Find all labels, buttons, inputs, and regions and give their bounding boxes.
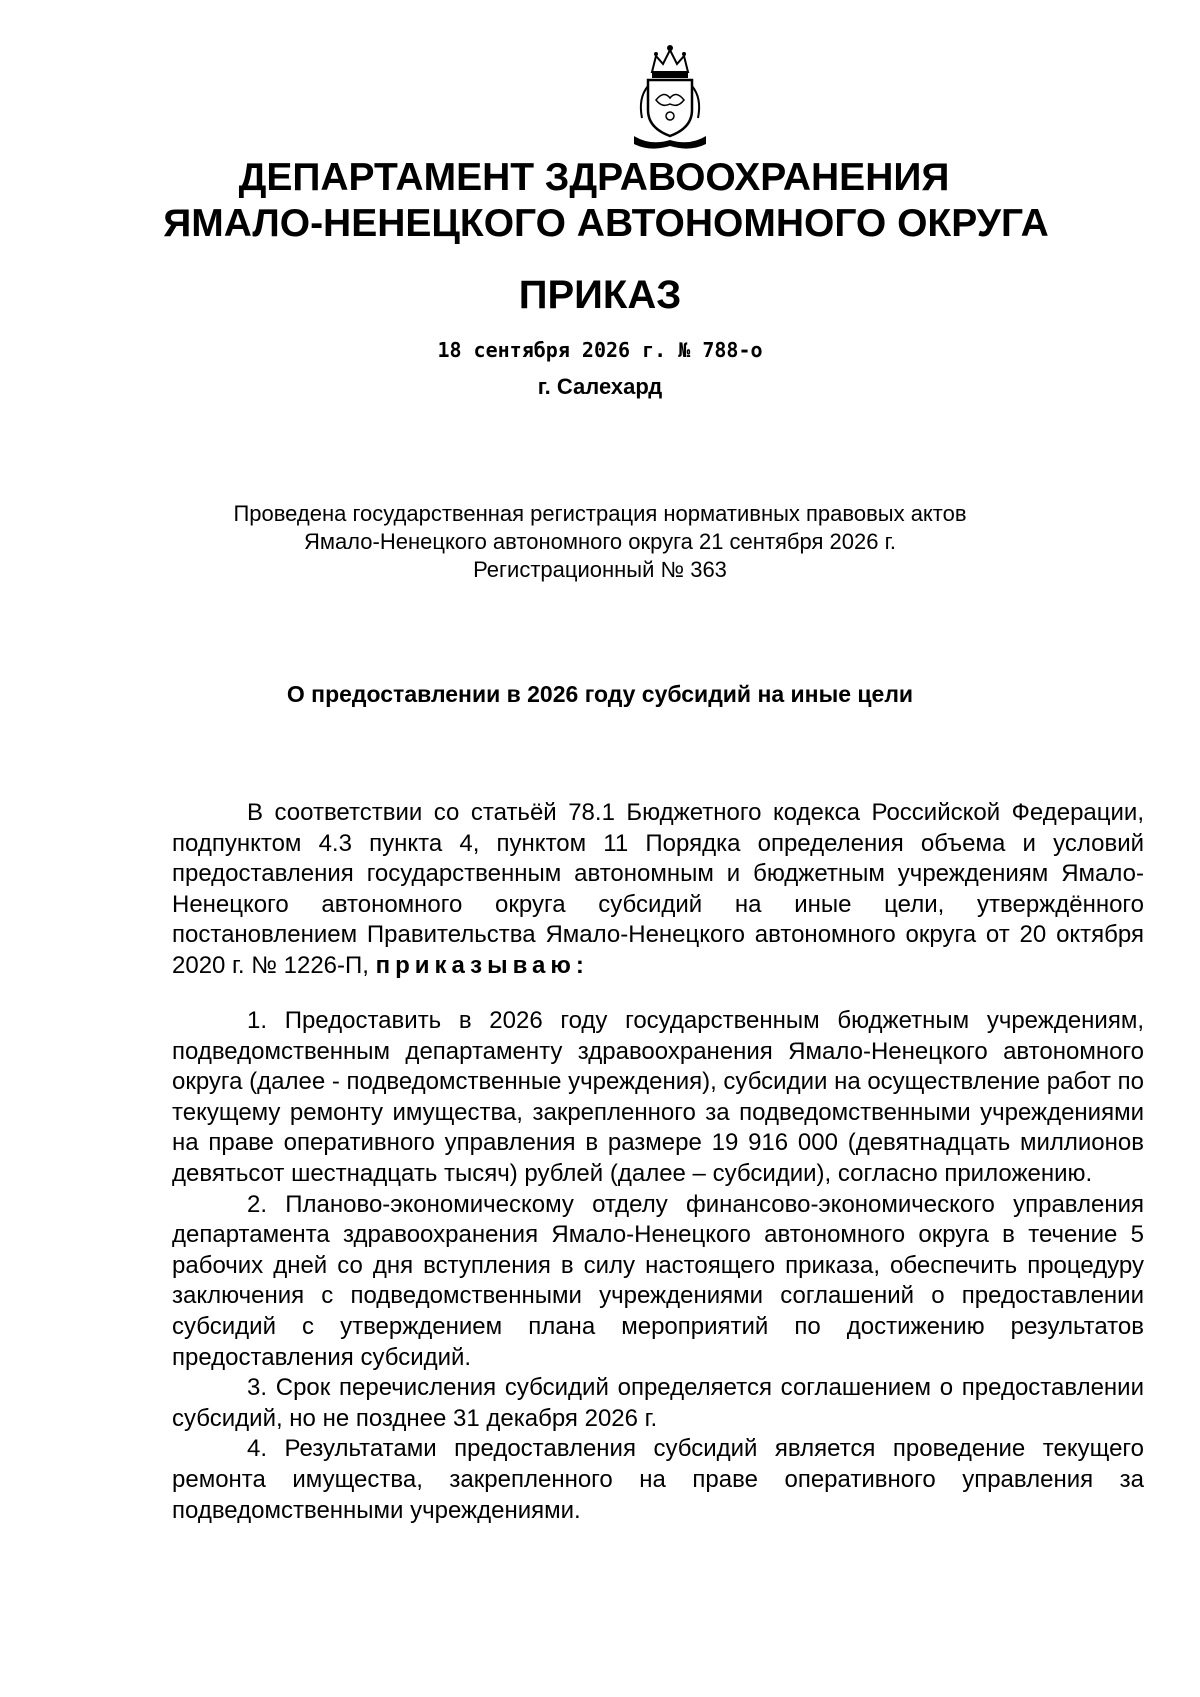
department-name-line1: ДЕПАРТАМЕНТ ЗДРАВООХРАНЕНИЯ xyxy=(238,156,950,199)
directive-word: приказываю: xyxy=(375,951,589,979)
coat-of-arms-icon xyxy=(630,42,710,152)
registration-stamp xyxy=(0,500,1200,584)
registration-line2: Ямало-Ненецкого автономного округа 21 сентября 2026 г. xyxy=(303,529,897,554)
registration-line1: Проведена государственная регистрация нормативных правовых актов xyxy=(233,501,967,526)
preamble xyxy=(172,798,1144,982)
department-name-line2: ЯМАЛО-НЕНЕЦКОГО АВТОНОМНОГО ОКРУГА xyxy=(163,202,1049,245)
order-city: г. Салехард xyxy=(537,374,663,399)
registration-line3: Регистрационный № 363 xyxy=(473,557,727,582)
order-subject: О предоставлении в 2026 году субсидий на иные цели xyxy=(286,681,914,707)
order-items xyxy=(172,1006,1144,1526)
order-item-4: 4. Результатами предоставления субсидий является проведение текущего ремонта имущества, закрепленного на праве оперативного управления за подведомственными учреждениями. xyxy=(172,1435,1144,1524)
order-item-3: 3. Срок перечисления субсидий определяется соглашением о предоставлении субсидий, но не позднее 31 декабря 2026 г. xyxy=(172,1374,1144,1432)
order-item-1: 1. Предоставить в 2026 году государственным бюджетным учреждениям, подведомственным департаменту здравоохранения Ямало-Ненецкого автономного округа (далее - подведомственные учреждения), субсидии на осуществление работ по текущему ремонту имущества, закрепленного за подведомственными учреждениями на праве оперативного управления в размере 19 916 000 (девятнадцать миллионов девятьсот шестнадцать тысяч) рублей (далее – субсидии), согласно приложению. xyxy=(172,1007,1144,1187)
preamble-paragraph xyxy=(172,798,1144,982)
preamble-text: В соответствии со статьёй 78.1 Бюджетного кодекса Российской Федерации, подпунктом 4.3 пункта 4, пунктом 11 Порядка определения объема и условий предоставления государственным автономным и бюджетным учреждениям Ямало-Ненецкого автономного округа субсидий на иные цели, утверждённого постановлением Правительства Ямало-Ненецкого автономного округа от 20 октября 2020 г. № 1226-П, xyxy=(172,799,1144,979)
order-item-2: 2. Планово-экономическому отделу финансово-экономического управления департамента здравоохранения Ямало-Ненецкого автономного округа в течение 5 рабочих дней со дня вступления в силу настоящего приказа, обеспечить процедуру заключения с подведомственными учреждениями соглашений о предоставлении субсидий с утверждением плана мероприятий по достижению результатов предоставления субсидий. xyxy=(172,1190,1144,1371)
order-date-number: 18 сентября 2026 г. № 788-о xyxy=(437,338,763,362)
document-type: ПРИКАЗ xyxy=(518,273,682,317)
